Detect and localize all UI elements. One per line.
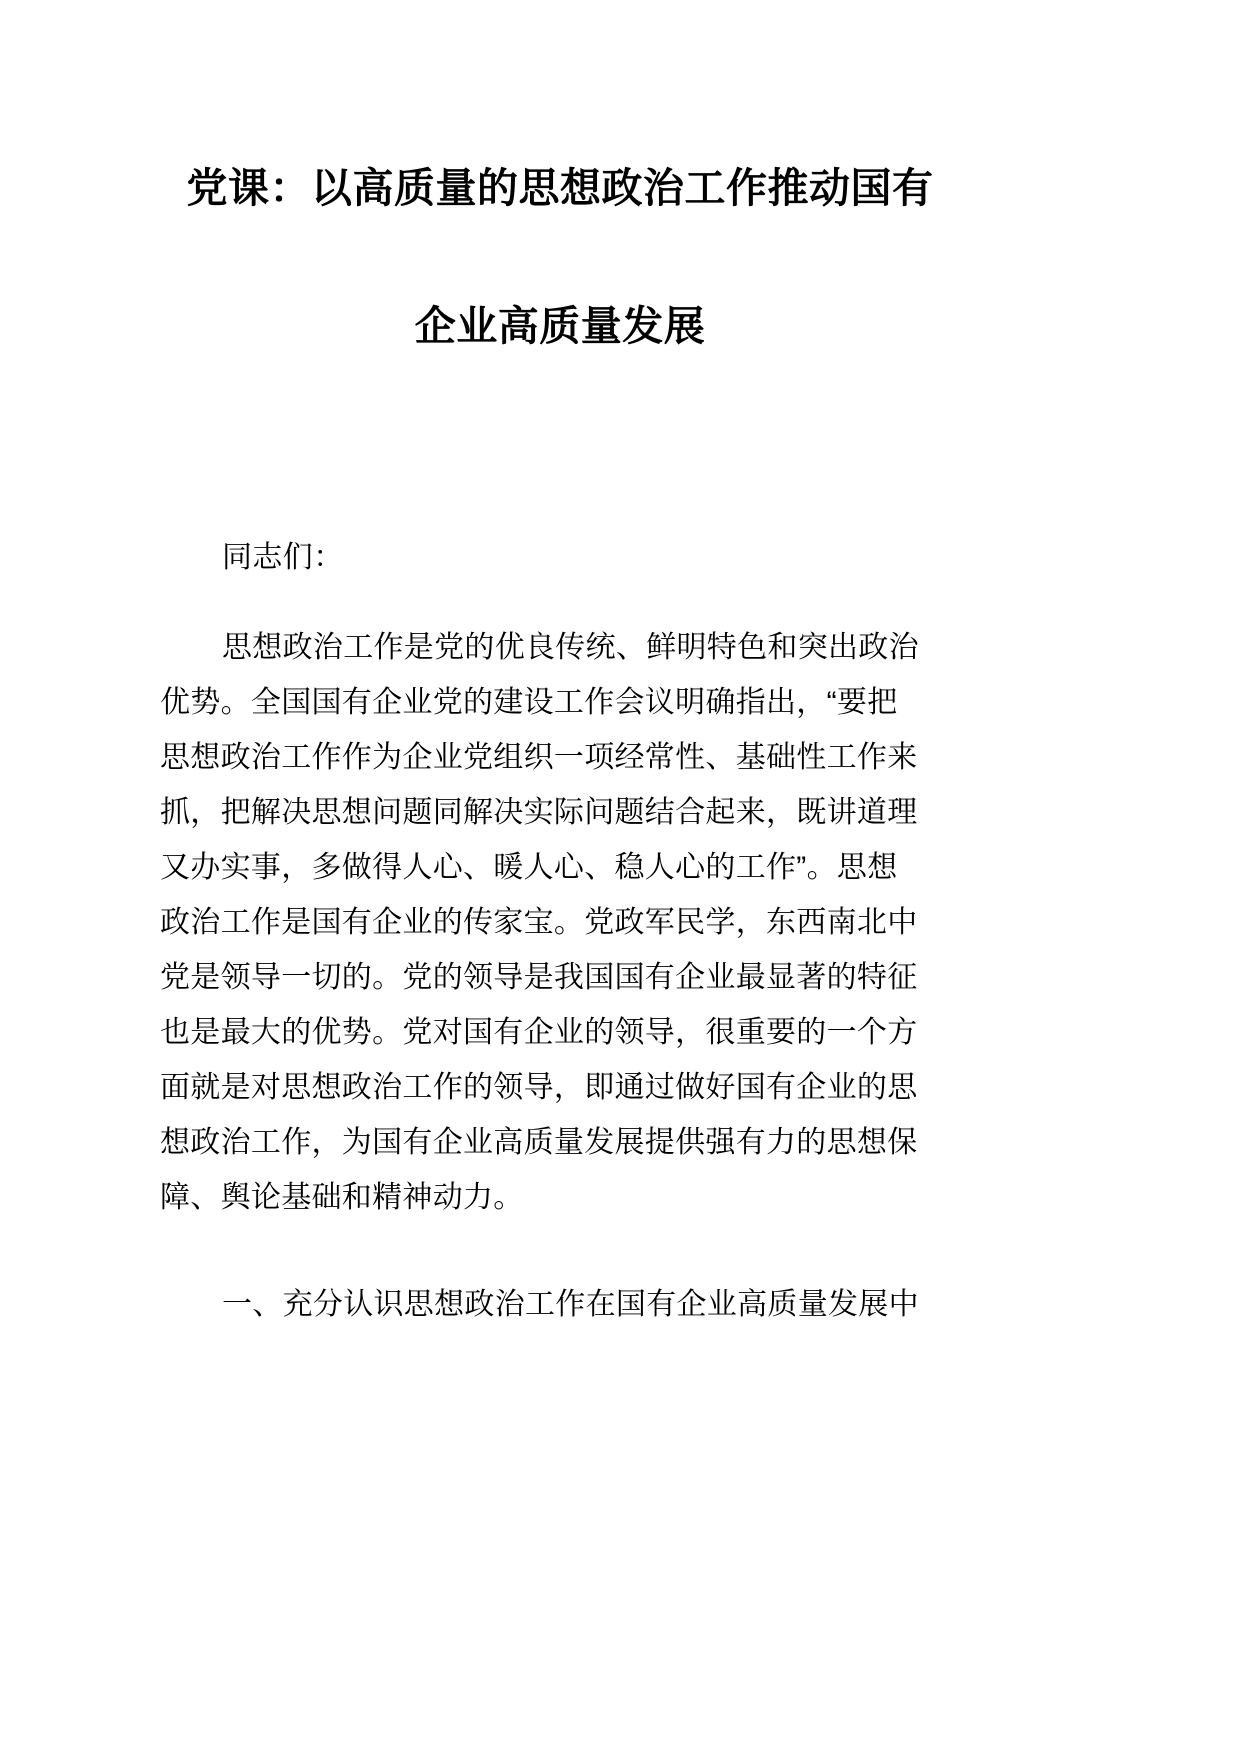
paragraph-line: [160, 1277, 960, 1332]
paragraph-line: 面就是对思想政治工作的领导，即通过做好国有企业的思: [160, 1071, 918, 1104]
page-title-line-1: 党课：以高质量的思想政治工作推动国有: [186, 165, 934, 211]
paragraph-line: [160, 620, 960, 675]
paragraph-line: 障、舆论基础和精神动力。: [160, 1181, 524, 1214]
paragraph-line: 抓，把解决思想问题同解决实际问题结合起来，既讲道理: [160, 796, 918, 829]
document-body: [160, 0, 960, 1332]
paragraph-line: 又办实事，多做得人心、暖人心、稳人心的工作”。思想: [160, 851, 898, 884]
paragraph-line: 优势。全国国有企业党的建设工作会议明确指出，“要把: [160, 686, 898, 719]
paragraph-line-text: 一、充分认识思想政治工作在国有企业高质量发展中: [222, 1288, 919, 1321]
paragraph-line: 政治工作是国有企业的传家宝。党政军民学，东西南北中: [160, 906, 918, 939]
paragraph-line-text: 思想政治工作是党的优良传统、鲜明特色和突出政治: [222, 631, 919, 664]
section-heading-one: [160, 1225, 960, 1332]
paragraph-line: 想政治工作，为国有企业高质量发展提供强有力的思想保: [160, 1126, 918, 1159]
salutation: 同志们：: [222, 541, 344, 574]
page-title-line-2: 企业高质量发展: [414, 303, 706, 349]
page-title: [160, 0, 960, 347]
paragraph-line: 思想政治工作作为企业党组织一项经常性、基础性工作来: [160, 741, 918, 774]
paragraph-line: 党是领导一切的。党的领导是我国国有企业最显著的特征: [160, 961, 918, 994]
intro-paragraph: [160, 573, 960, 1225]
paragraph-line: 也是最大的优势。党对国有企业的领导，很重要的一个方: [160, 1016, 918, 1049]
